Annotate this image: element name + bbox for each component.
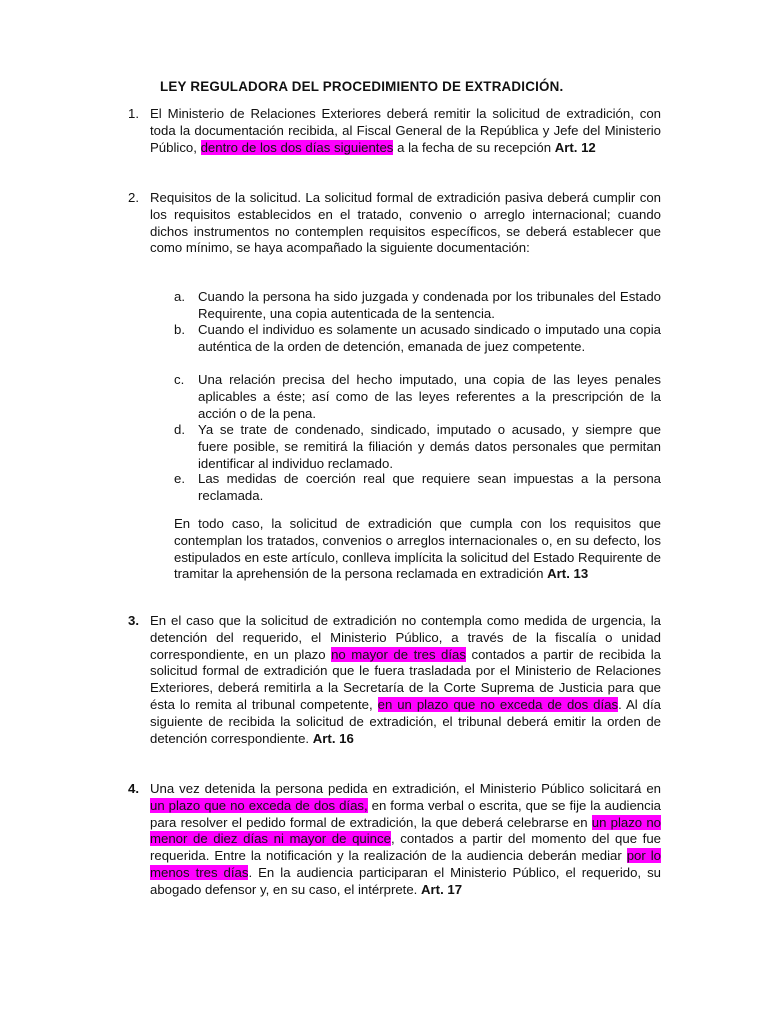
list-item-3 — [128, 613, 661, 747]
item-text: Requisitos de la solicitud. La solicitud formal de extradición pasiva deberá cumplir con los requisitos establecidos en el tratado, convenio o arreglo internacional; cuando dichos instrumentos no contemplen requisitos específicos, se deberá establecer que como mínimo, se haya acompañado la siguiente documentación: — [150, 190, 661, 256]
sub-letter: e. — [174, 471, 185, 486]
item-text: El Ministerio de Relaciones Exteriores deberá remitir la solicitud de extradición, con toda la documentación recibida, al Fiscal General de la República y Jefe del Ministerio Público, dentro de los dos días siguientes a la fecha de su recepción Art. 12 — [150, 106, 661, 155]
item-number: 2. — [128, 190, 139, 205]
highlight: dentro de los dos días siguientes — [200, 139, 394, 155]
sub-letter: d. — [174, 422, 185, 437]
item-text: En el caso que la solicitud de extradición no contempla como medida de urgencia, la detención del requerido, el Ministerio Público, a través de la fiscalía o unidad correspondiente, en un plazo no mayor de tres días contados a partir de recibida la solicitud formal de extradición que le fuera trasladada por el Ministerio de Relaciones Exteriores, deberá remitirla a la Secretaría de la Corte Suprema de Justicia para que ésta lo remita al tribunal competente, en un plazo que no exceda de dos días. Al día siguiente de recibida la solicitud de extradición, el tribunal deberá emitir la orden de detención correspondiente. Art. 16 — [150, 613, 661, 746]
sub-letter: c. — [174, 372, 185, 387]
sub-text: Las medidas de coerción real que requiere sean impuestas a la persona reclamada. — [198, 471, 661, 503]
sub-text: Una relación precisa del hecho imputado, una copia de las leyes penales aplicables a éste; así como de las leyes referentes a la prescripción de la acción o de la pena. — [198, 372, 661, 421]
sub-item-d — [174, 422, 661, 472]
list-item-2 — [128, 190, 661, 257]
article-ref: Art. 16 — [312, 730, 354, 746]
article-ref: Art. 12 — [554, 139, 596, 155]
sub-text: Cuando la persona ha sido juzgada y condenada por los tribunales del Estado Requirente, una copia autenticada de la sentencia. — [198, 289, 661, 321]
document-title: LEY REGULADORA DEL PROCEDIMIENTO DE EXTRADICIÓN. — [160, 79, 564, 94]
highlight: en un plazo que no exceda de dos días — [377, 696, 619, 712]
list-item-4 — [128, 781, 661, 899]
item-number: 1. — [128, 106, 139, 121]
item-number: 4. — [128, 781, 139, 796]
article-ref: Art. 13 — [547, 566, 589, 582]
highlight: un plazo no menor de diez días ni mayor de quince — [150, 814, 661, 847]
article-ref: Art. 17 — [421, 881, 463, 897]
item-text: Una vez detenida la persona pedida en extradición, el Ministerio Público solicitará en un plazo que no exceda de dos días, en forma verbal o escrita, que se fije la audiencia para resolver el pedido formal de extradición, la que deberá celebrarse en un plazo no menor de diez días ni mayor de quince, contados a partir del momento del que fue requerida. Entre la notificación y la realización de la audiencia deberán mediar por lo menos tres días. En la audiencia participaran el Ministerio Público, el requerido, su abogado defensor y, en su caso, el intérprete. Art. 17 — [150, 781, 661, 897]
highlight: no mayor de tres días — [331, 646, 466, 662]
sub-text: Cuando el individuo es solamente un acusado sindicado o imputado una copia auténtica de la orden de detención, emanada de juez competente. — [198, 322, 661, 354]
item-number: 3. — [128, 613, 139, 628]
sub-item-e — [174, 471, 661, 505]
closing-paragraph: En todo caso, la solicitud de extradición que cumpla con los requisitos que contemplan los tratados, convenios o arreglos internacionales o, en su defecto, los estipulados en este artículo, conlleva implícita la solicitud del Estado Requirente de tramitar la aprehensión de la persona reclamada en extradición Art. 13 — [174, 516, 661, 582]
highlight: un plazo que no exceda de dos días, — [150, 797, 368, 813]
sub-letter: a. — [174, 289, 185, 304]
sub-text: Ya se trate de condenado, sindicado, imputado o acusado, y siempre que fuere posible, se remitirá la filiación y demás datos personales que permitan identificar al individuo reclamado. — [198, 422, 661, 471]
sub-letter: b. — [174, 322, 185, 337]
sub-item-a — [174, 289, 661, 323]
highlight: por lo menos tres días — [150, 848, 661, 880]
sub-item-c — [174, 372, 661, 422]
list-item-1 — [128, 106, 661, 156]
sub-item-b — [174, 322, 661, 356]
